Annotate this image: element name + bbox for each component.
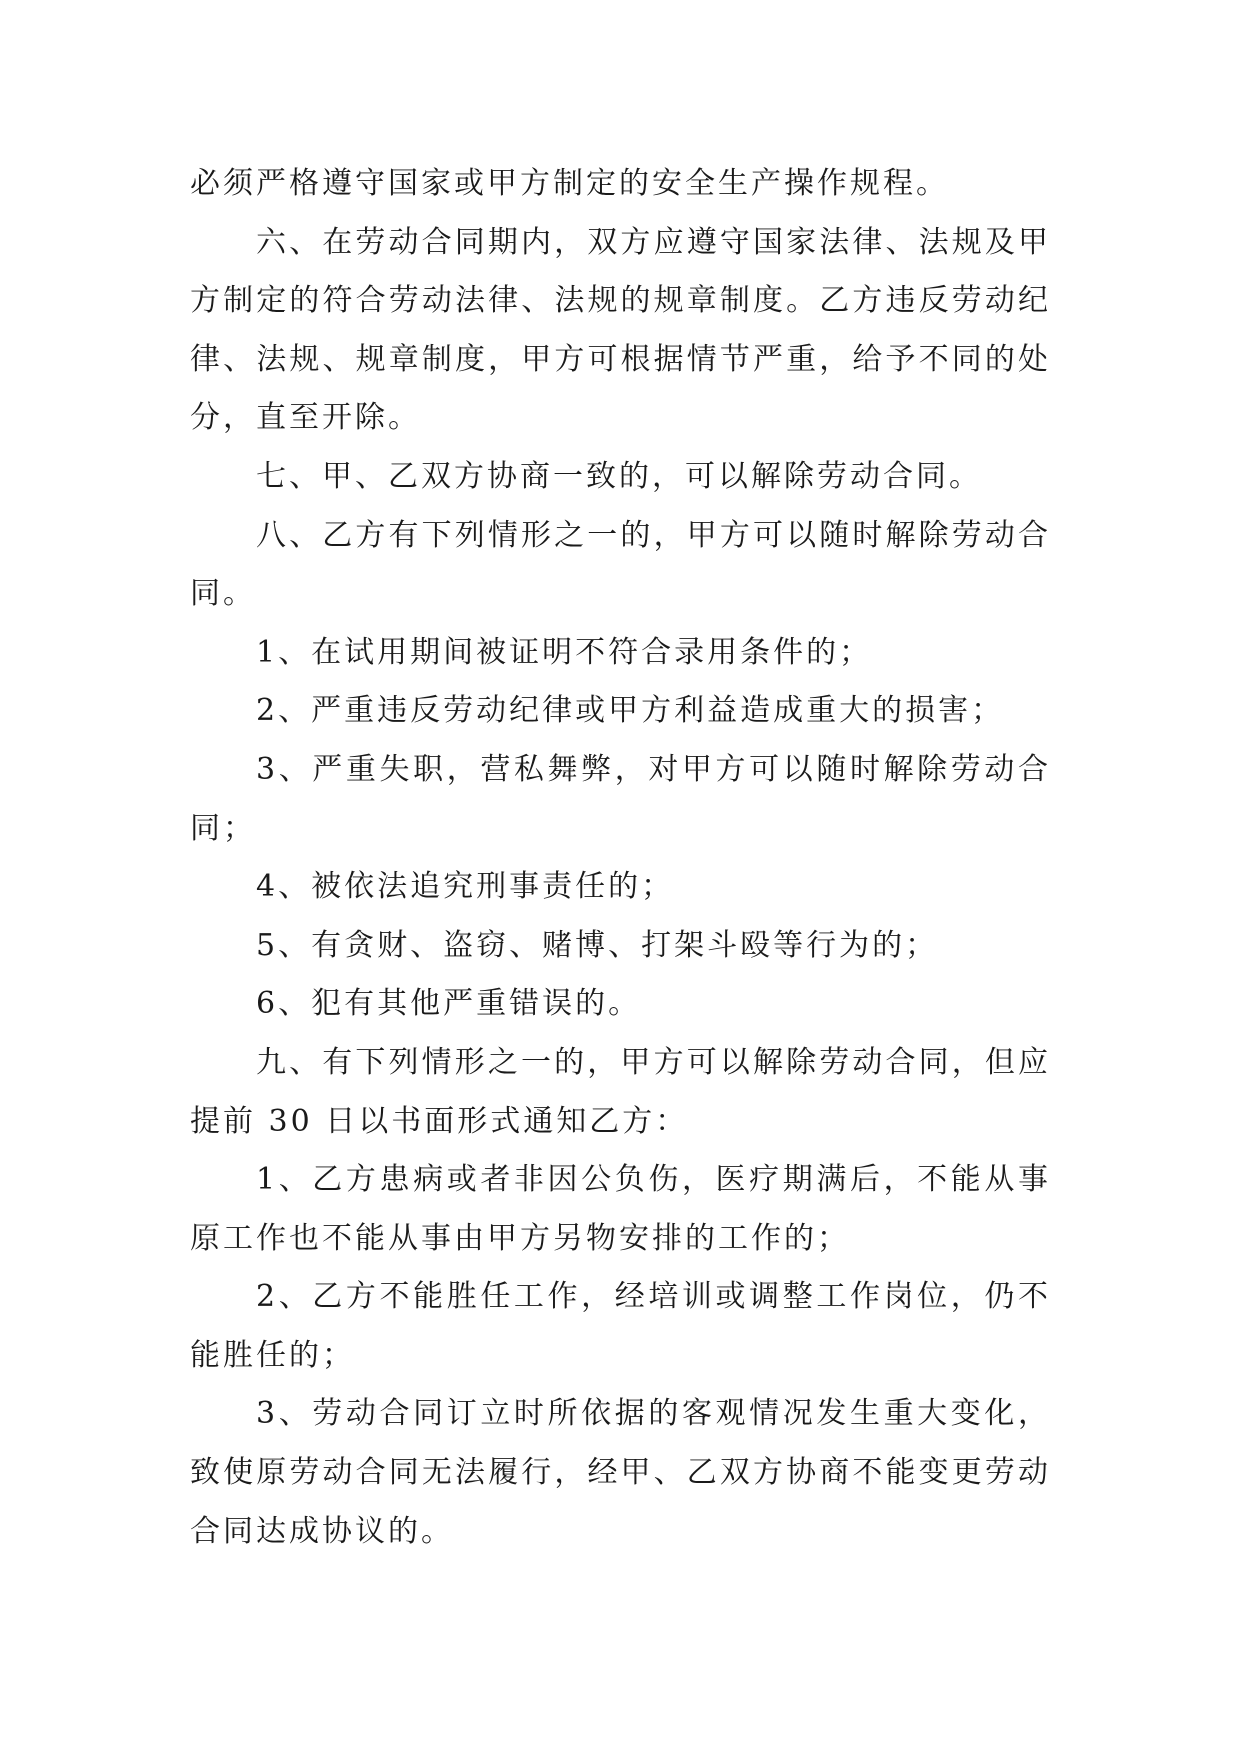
paragraph	[190, 214, 1051, 448]
text-line: 提前 30 日以书面形式通知乙方：	[190, 1103, 689, 1139]
text-line: 1、在试用期间被证明不符合录用条件的；	[256, 634, 873, 670]
text-line: 1、乙方患病或者非因公负伤，医疗期满后，不能从事	[256, 1162, 1051, 1198]
paragraph	[190, 1268, 1051, 1385]
paragraph	[190, 858, 1051, 917]
text-line: 分，直至开除。	[190, 400, 421, 436]
text-line: 2、严重违反劳动纪律或甲方利益造成重大的损害；	[256, 693, 1005, 729]
paragraph	[190, 1034, 1051, 1151]
text-line: 合同达成协议的。	[190, 1513, 454, 1549]
text-line: 5、有贪财、盗窃、赌博、打架斗殴等行为的；	[256, 927, 939, 963]
text-line: 3、劳动合同订立时所依据的客观情况发生重大变化，	[256, 1396, 1051, 1432]
text-line: 同。	[190, 576, 256, 612]
text-line: 原工作也不能从事由甲方另物安排的工作的；	[190, 1220, 850, 1256]
text-line: 律、法规、规章制度，甲方可根据情节严重，给予不同的处	[190, 341, 1051, 377]
text-line: 同；	[190, 810, 256, 846]
text-line: 能胜任的；	[190, 1337, 355, 1373]
paragraph	[190, 155, 1051, 214]
paragraph	[190, 448, 1051, 507]
paragraph	[190, 1151, 1051, 1268]
text-line: 4、被依法追究刑事责任的；	[256, 869, 675, 905]
text-line: 必须严格遵守国家或甲方制定的安全生产操作规程。	[190, 166, 949, 201]
text-line: 3、严重失职，营私舞弊，对甲方可以随时解除劳动合	[256, 751, 1051, 787]
paragraph	[190, 682, 1051, 741]
text-line: 致使原劳动合同无法履行，经甲、乙双方协商不能变更劳动	[190, 1455, 1051, 1491]
paragraph	[190, 1385, 1051, 1561]
document-body	[190, 155, 1051, 1561]
paragraph	[190, 507, 1051, 624]
paragraph	[190, 917, 1051, 976]
text-line: 八、乙方有下列情形之一的，甲方可以随时解除劳动合	[256, 517, 1051, 553]
text-line: 九、有下列情形之一的，甲方可以解除劳动合同，但应	[256, 1044, 1051, 1080]
text-line: 六、在劳动合同期内，双方应遵守国家法律、法规及甲	[256, 224, 1051, 260]
text-line: 2、乙方不能胜任工作，经培训或调整工作岗位，仍不	[256, 1279, 1051, 1315]
text-line: 方制定的符合劳动法律、法规的规章制度。乙方违反劳动纪	[190, 283, 1051, 319]
text-line: 七、甲、乙双方协商一致的，可以解除劳动合同。	[256, 458, 982, 494]
text-line: 6、犯有其他严重错误的。	[256, 986, 642, 1022]
paragraph	[190, 741, 1051, 858]
paragraph	[190, 975, 1051, 1034]
paragraph	[190, 624, 1051, 683]
